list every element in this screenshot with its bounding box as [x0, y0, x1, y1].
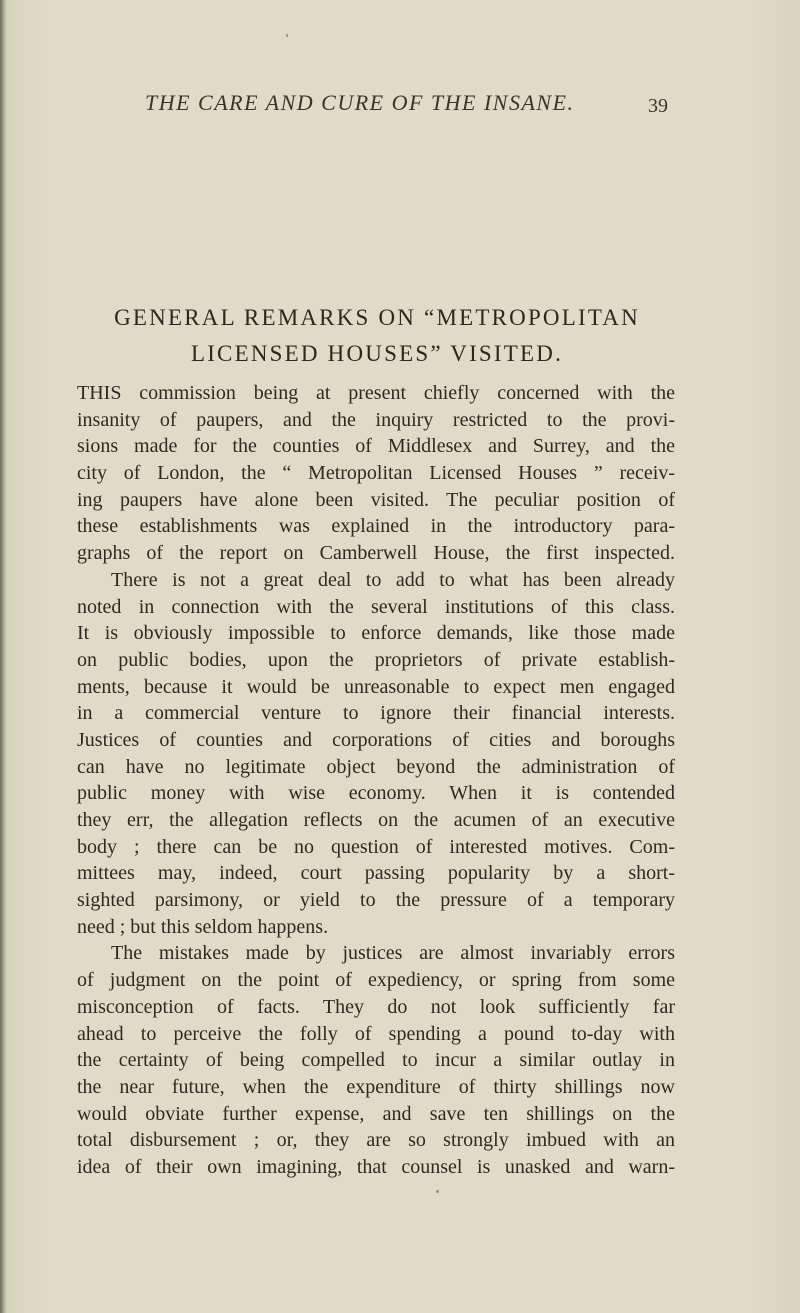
text-line: they err, the allegation reflects on the acumen of an executive [77, 809, 675, 831]
text-line: in a commercial venture to ignore their financial interests. [77, 702, 675, 725]
text-line: graphs of the report on Camberwell House, the first inspected. [77, 542, 675, 565]
text-line: public money with wise economy. When it is contended [77, 782, 675, 805]
page-number: 39 [648, 95, 668, 117]
text-line: The mistakes made by justices are almost invariably errors [111, 942, 675, 965]
text-line: It is obviously impossible to enforce demands, like those made [77, 622, 675, 645]
text-line: need ; but this seldom happens. [77, 915, 329, 938]
text-line: would obviate further expense, and save ten shillings on the [77, 1102, 675, 1125]
section-title [78, 300, 676, 372]
text-line: There is not a great deal to add to what has been already [111, 568, 675, 591]
section-title-line: GENERAL REMARKS ON “METROPOLITAN [114, 305, 640, 330]
text-line: ments, because it would be unreasonable to expect men engaged [77, 675, 675, 698]
text-line: ahead to perceive the folly of spending a pound to-day with [77, 1022, 675, 1045]
body-text [77, 380, 675, 1181]
book-binding-edge [0, 0, 7, 1313]
text-line: on public bodies, upon the proprietors of private establish- [77, 648, 675, 671]
text-line: of judgment on the point of expediency, or spring from some [77, 969, 675, 992]
text-line: ing paupers have alone been visited. The peculiar position of [77, 488, 675, 511]
running-head-title: THE CARE AND CURE OF THE INSANE. [145, 90, 575, 115]
text-line: city of London, the “ Metropolitan Licensed Houses ” receiv- [77, 462, 675, 485]
section-title-line: LICENSED HOUSES” VISITED. [190, 341, 564, 366]
text-line: mittees may, indeed, court passing popularity by a short- [77, 862, 675, 885]
text-line: total disbursement ; or, they are so strongly imbued with an [77, 1129, 675, 1152]
text-line: sighted parsimony, or yield to the pressure of a temporary [77, 889, 675, 912]
text-line: body ; there can be no question of interested motives. Com- [77, 835, 675, 858]
text-line: the certainty of being compelled to incur a similar outlay in [77, 1049, 675, 1072]
text-line: these establishments was explained in the introductory para- [77, 515, 675, 538]
text-line: insanity of paupers, and the inquiry restricted to the provi- [77, 408, 675, 431]
text-line: can have no legitimate object beyond the administration of [77, 755, 675, 778]
text-line: idea of their own imagining, that counsel is unasked and warn- [77, 1155, 675, 1178]
text-line: Justices of counties and corporations of cities and boroughs [77, 728, 675, 751]
text-line: misconception of facts. They do not look sufficiently far [77, 995, 675, 1018]
paper-speck [436, 1190, 439, 1193]
paper-speck [286, 34, 288, 37]
text-line: THIS commission being at present chiefly concerned with the [77, 382, 675, 404]
text-line: the near future, when the expenditure of thirty shillings now [77, 1075, 675, 1098]
text-line: sions made for the counties of Middlesex and Surrey, and the [77, 435, 675, 458]
text-line: noted in connection with the several institutions of this class. [77, 595, 675, 618]
